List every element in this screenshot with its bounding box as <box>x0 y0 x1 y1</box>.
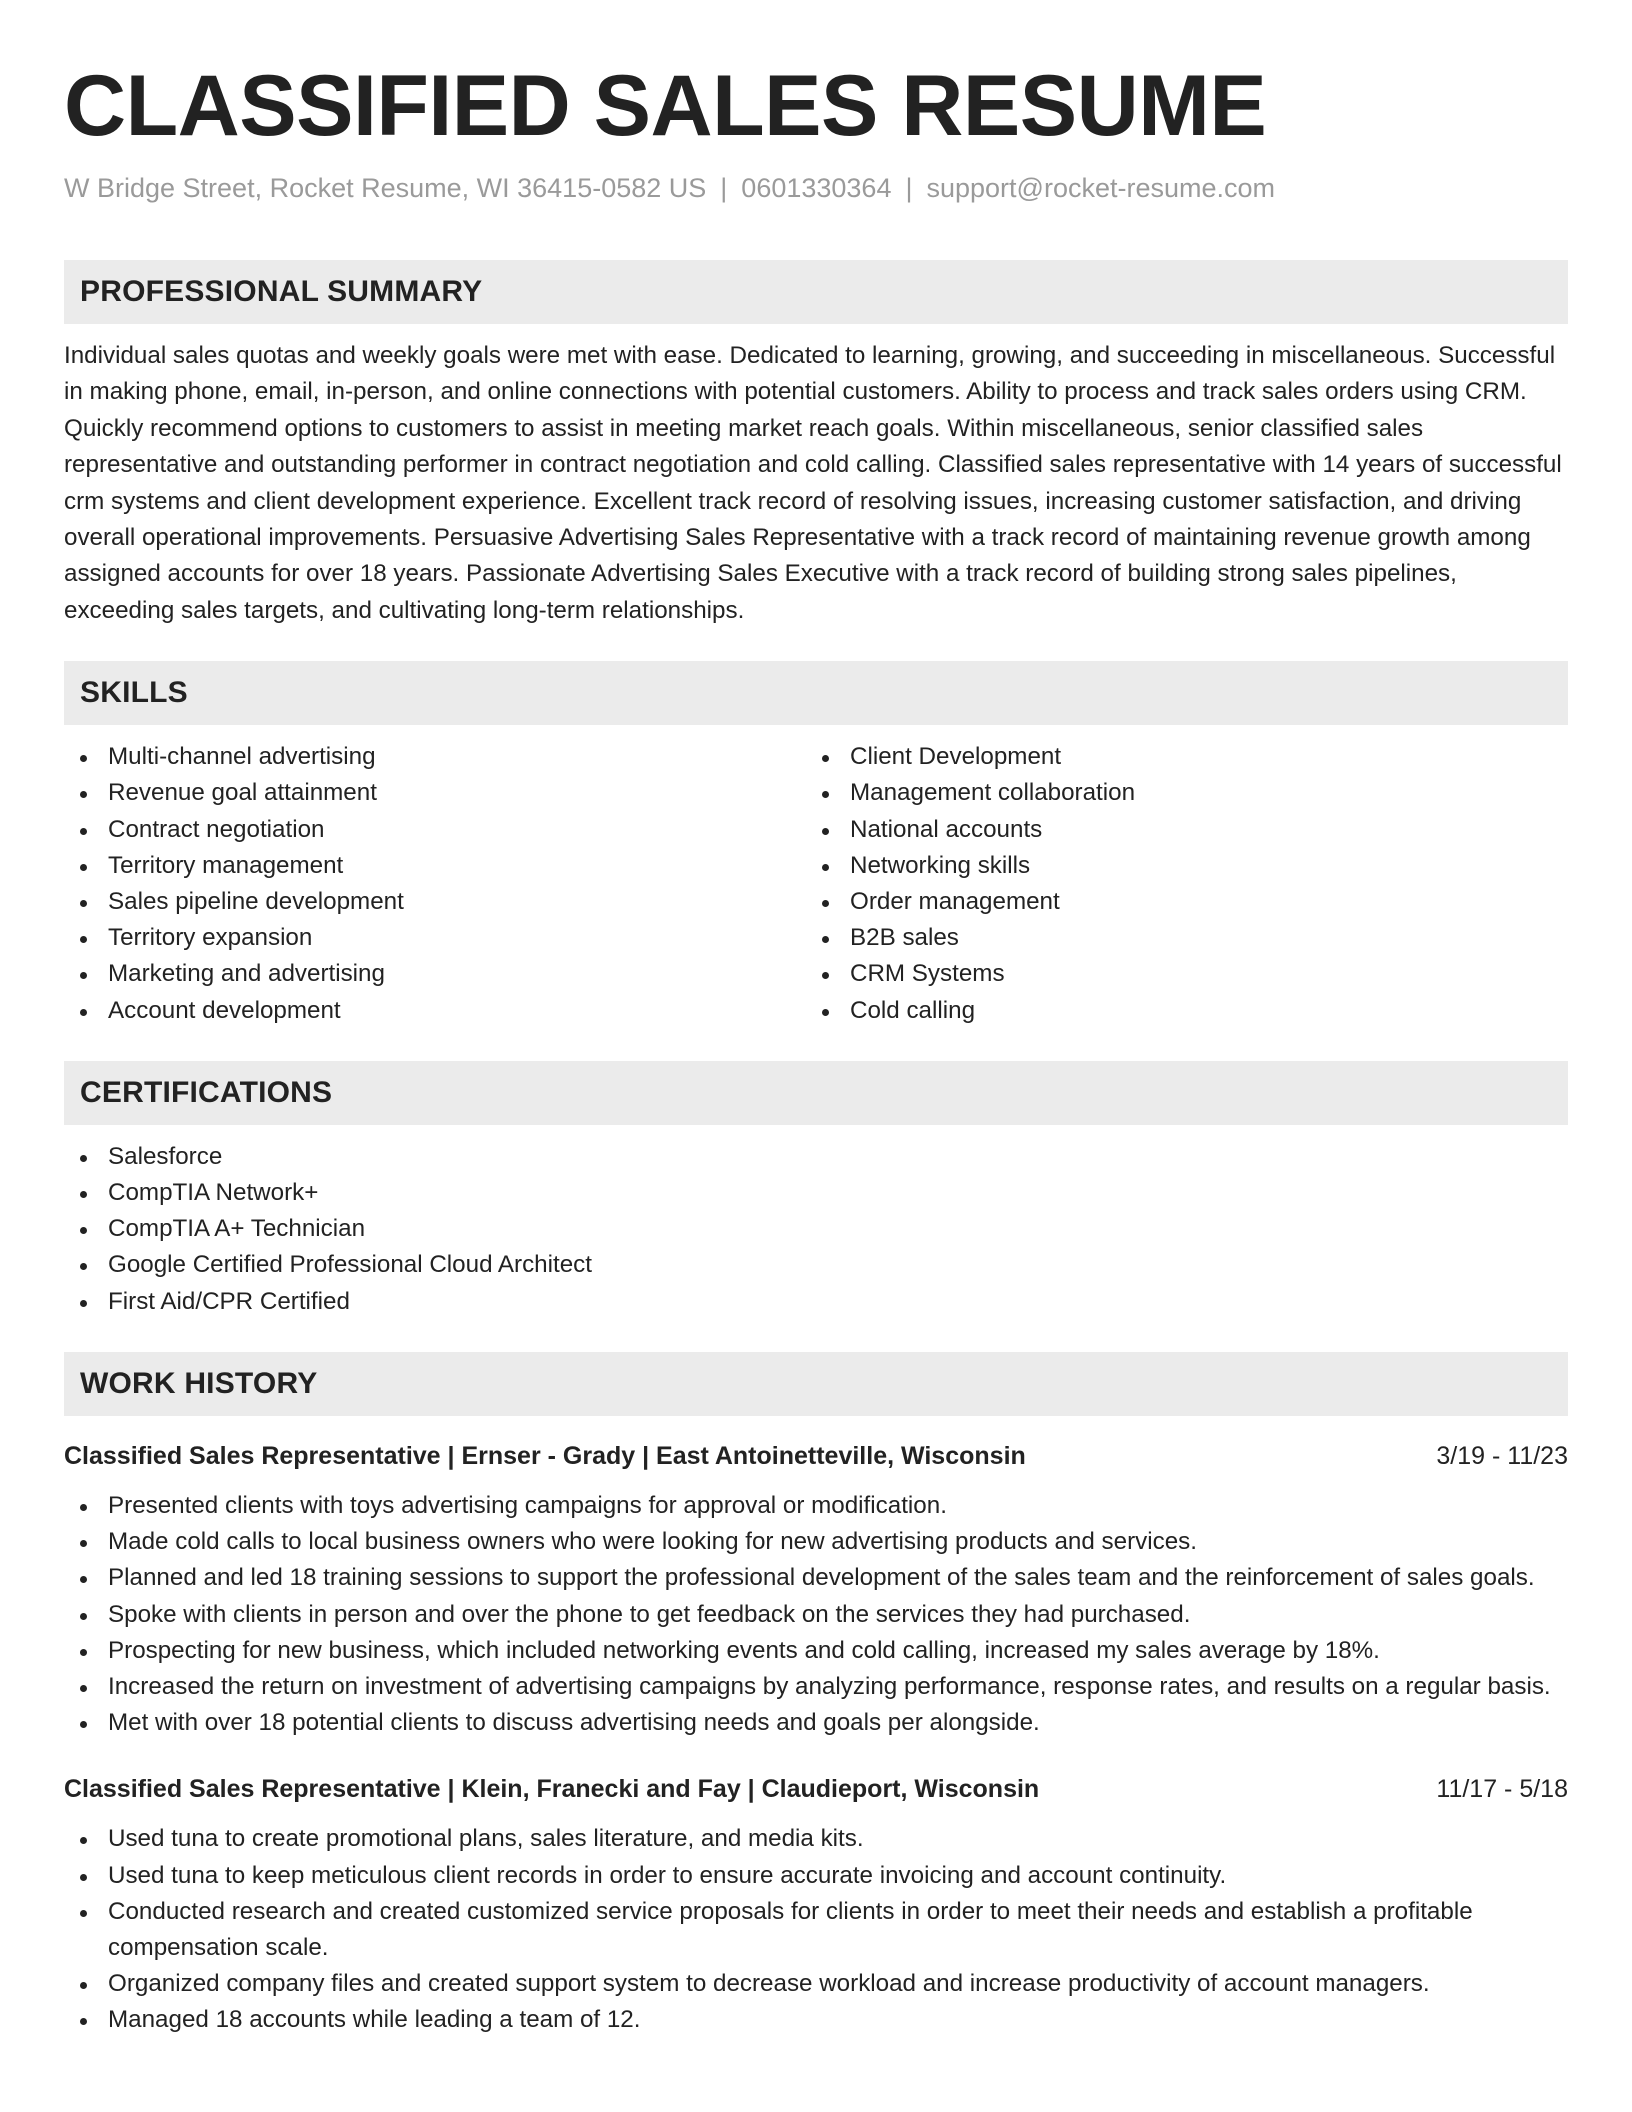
resume-title: CLASSIFIED SALES RESUME <box>64 58 1267 154</box>
contact-separator: | <box>905 173 913 203</box>
list-item: Client Development <box>806 739 1548 775</box>
work-history-heading: WORK HISTORY <box>64 1352 1568 1416</box>
skills-list-right <box>806 739 1548 1029</box>
job-title: Classified Sales Representative | Klein, Franecki and Fay | Claudieport, Wisconsin <box>64 1775 1040 1804</box>
certifications-heading: CERTIFICATIONS <box>64 1061 1568 1125</box>
contact-address: W Bridge Street, Rocket Resume, WI 36415-0582 US <box>64 173 707 203</box>
job-dates: 3/19 - 11/23 <box>1436 1441 1568 1470</box>
contact-email: support@rocket-resume.com <box>926 173 1276 203</box>
list-item: Used tuna to keep meticulous client records in order to ensure accurate invoicing and account continuity. <box>64 1858 1568 1894</box>
list-item: Google Certified Professional Cloud Architect <box>64 1247 1568 1283</box>
certifications-list <box>64 1139 1568 1320</box>
list-item: Management collaboration <box>806 775 1548 811</box>
list-item: Multi-channel advertising <box>64 739 806 775</box>
list-item: CompTIA Network+ <box>64 1175 1568 1211</box>
job-bullets <box>64 1821 1568 2038</box>
job-dates: 11/17 - 5/18 <box>1436 1775 1568 1804</box>
contact-separator: | <box>720 173 728 203</box>
list-item: Territory expansion <box>64 920 806 956</box>
job-entry <box>64 1771 1568 2038</box>
job-header <box>64 1438 1568 1474</box>
contact-line <box>64 170 1568 206</box>
job-title: Classified Sales Representative | Ernser - Grady | East Antoinetteville, Wisconsin <box>64 1441 1026 1470</box>
list-item: Organized company files and created support system to decrease workload and increase productivity of account managers. <box>64 1966 1568 2002</box>
summary-heading: PROFESSIONAL SUMMARY <box>64 260 1568 324</box>
list-item: Made cold calls to local business owners who were looking for new advertising products and services. <box>64 1524 1568 1560</box>
list-item: Sales pipeline development <box>64 884 806 920</box>
list-item: Managed 18 accounts while leading a team of 12. <box>64 2002 1568 2038</box>
list-item: Conducted research and created customized service proposals for clients in order to meet their needs and establish a profitable compensation scale. <box>64 1894 1568 1966</box>
list-item: Order management <box>806 884 1548 920</box>
list-item: First Aid/CPR Certified <box>64 1284 1568 1320</box>
list-item: Increased the return on investment of advertising campaigns by analyzing performance, response rates, and results on a regular basis. <box>64 1669 1568 1705</box>
list-item: Account development <box>64 993 806 1029</box>
skills-heading: SKILLS <box>64 661 1568 725</box>
list-item: CompTIA A+ Technician <box>64 1211 1568 1247</box>
list-item: Contract negotiation <box>64 812 806 848</box>
list-item: B2B sales <box>806 920 1548 956</box>
list-item: Territory management <box>64 848 806 884</box>
job-header <box>64 1771 1568 1807</box>
contact-phone: 0601330364 <box>741 173 892 203</box>
list-item: Used tuna to create promotional plans, sales literature, and media kits. <box>64 1821 1568 1857</box>
skills-columns <box>64 725 1568 1029</box>
list-item: Networking skills <box>806 848 1548 884</box>
list-item: Planned and led 18 training sessions to support the professional development of the sales team and the reinforcement of sales goals. <box>64 1560 1568 1596</box>
list-item: Met with over 18 potential clients to discuss advertising needs and goals per alongside. <box>64 1705 1568 1741</box>
list-item: Salesforce <box>64 1139 1568 1175</box>
job-entry <box>64 1438 1568 1741</box>
list-item: Cold calling <box>806 993 1548 1029</box>
list-item: Marketing and advertising <box>64 956 806 992</box>
list-item: National accounts <box>806 812 1548 848</box>
summary-text: Individual sales quotas and weekly goals were met with ease. Dedicated to learning, growing, and succeeding in miscellaneous. Successful in making phone, email, in-person, and online connections with potential customers. Ability to process and track sales orders using CRM. Quickly recommend options to customers to assist in meeting market reach goals. Within miscellaneous, senior classified sales representative and outstanding performer in contract negotiation and cold calling. Classified sales representative with 14 years of successful crm systems and client development experience. Excellent track record of resolving issues, increasing customer satisfaction, and driving overall operational improvements. Persuasive Advertising Sales Representative with a track record of maintaining revenue growth among assigned accounts for over 18 years. Passionate Advertising Sales Executive with a track record of building strong sales pipelines, exceeding sales targets, and cultivating long-term relationships. <box>64 342 1562 624</box>
list-item: Prospecting for new business, which included networking events and cold calling, increased my sales average by 18%. <box>64 1633 1568 1669</box>
list-item: Revenue goal attainment <box>64 775 806 811</box>
job-bullets <box>64 1488 1568 1741</box>
skills-list-left <box>64 739 806 1029</box>
list-item: CRM Systems <box>806 956 1548 992</box>
list-item: Presented clients with toys advertising campaigns for approval or modification. <box>64 1488 1568 1524</box>
list-item: Spoke with clients in person and over the phone to get feedback on the services they had purchased. <box>64 1597 1568 1633</box>
